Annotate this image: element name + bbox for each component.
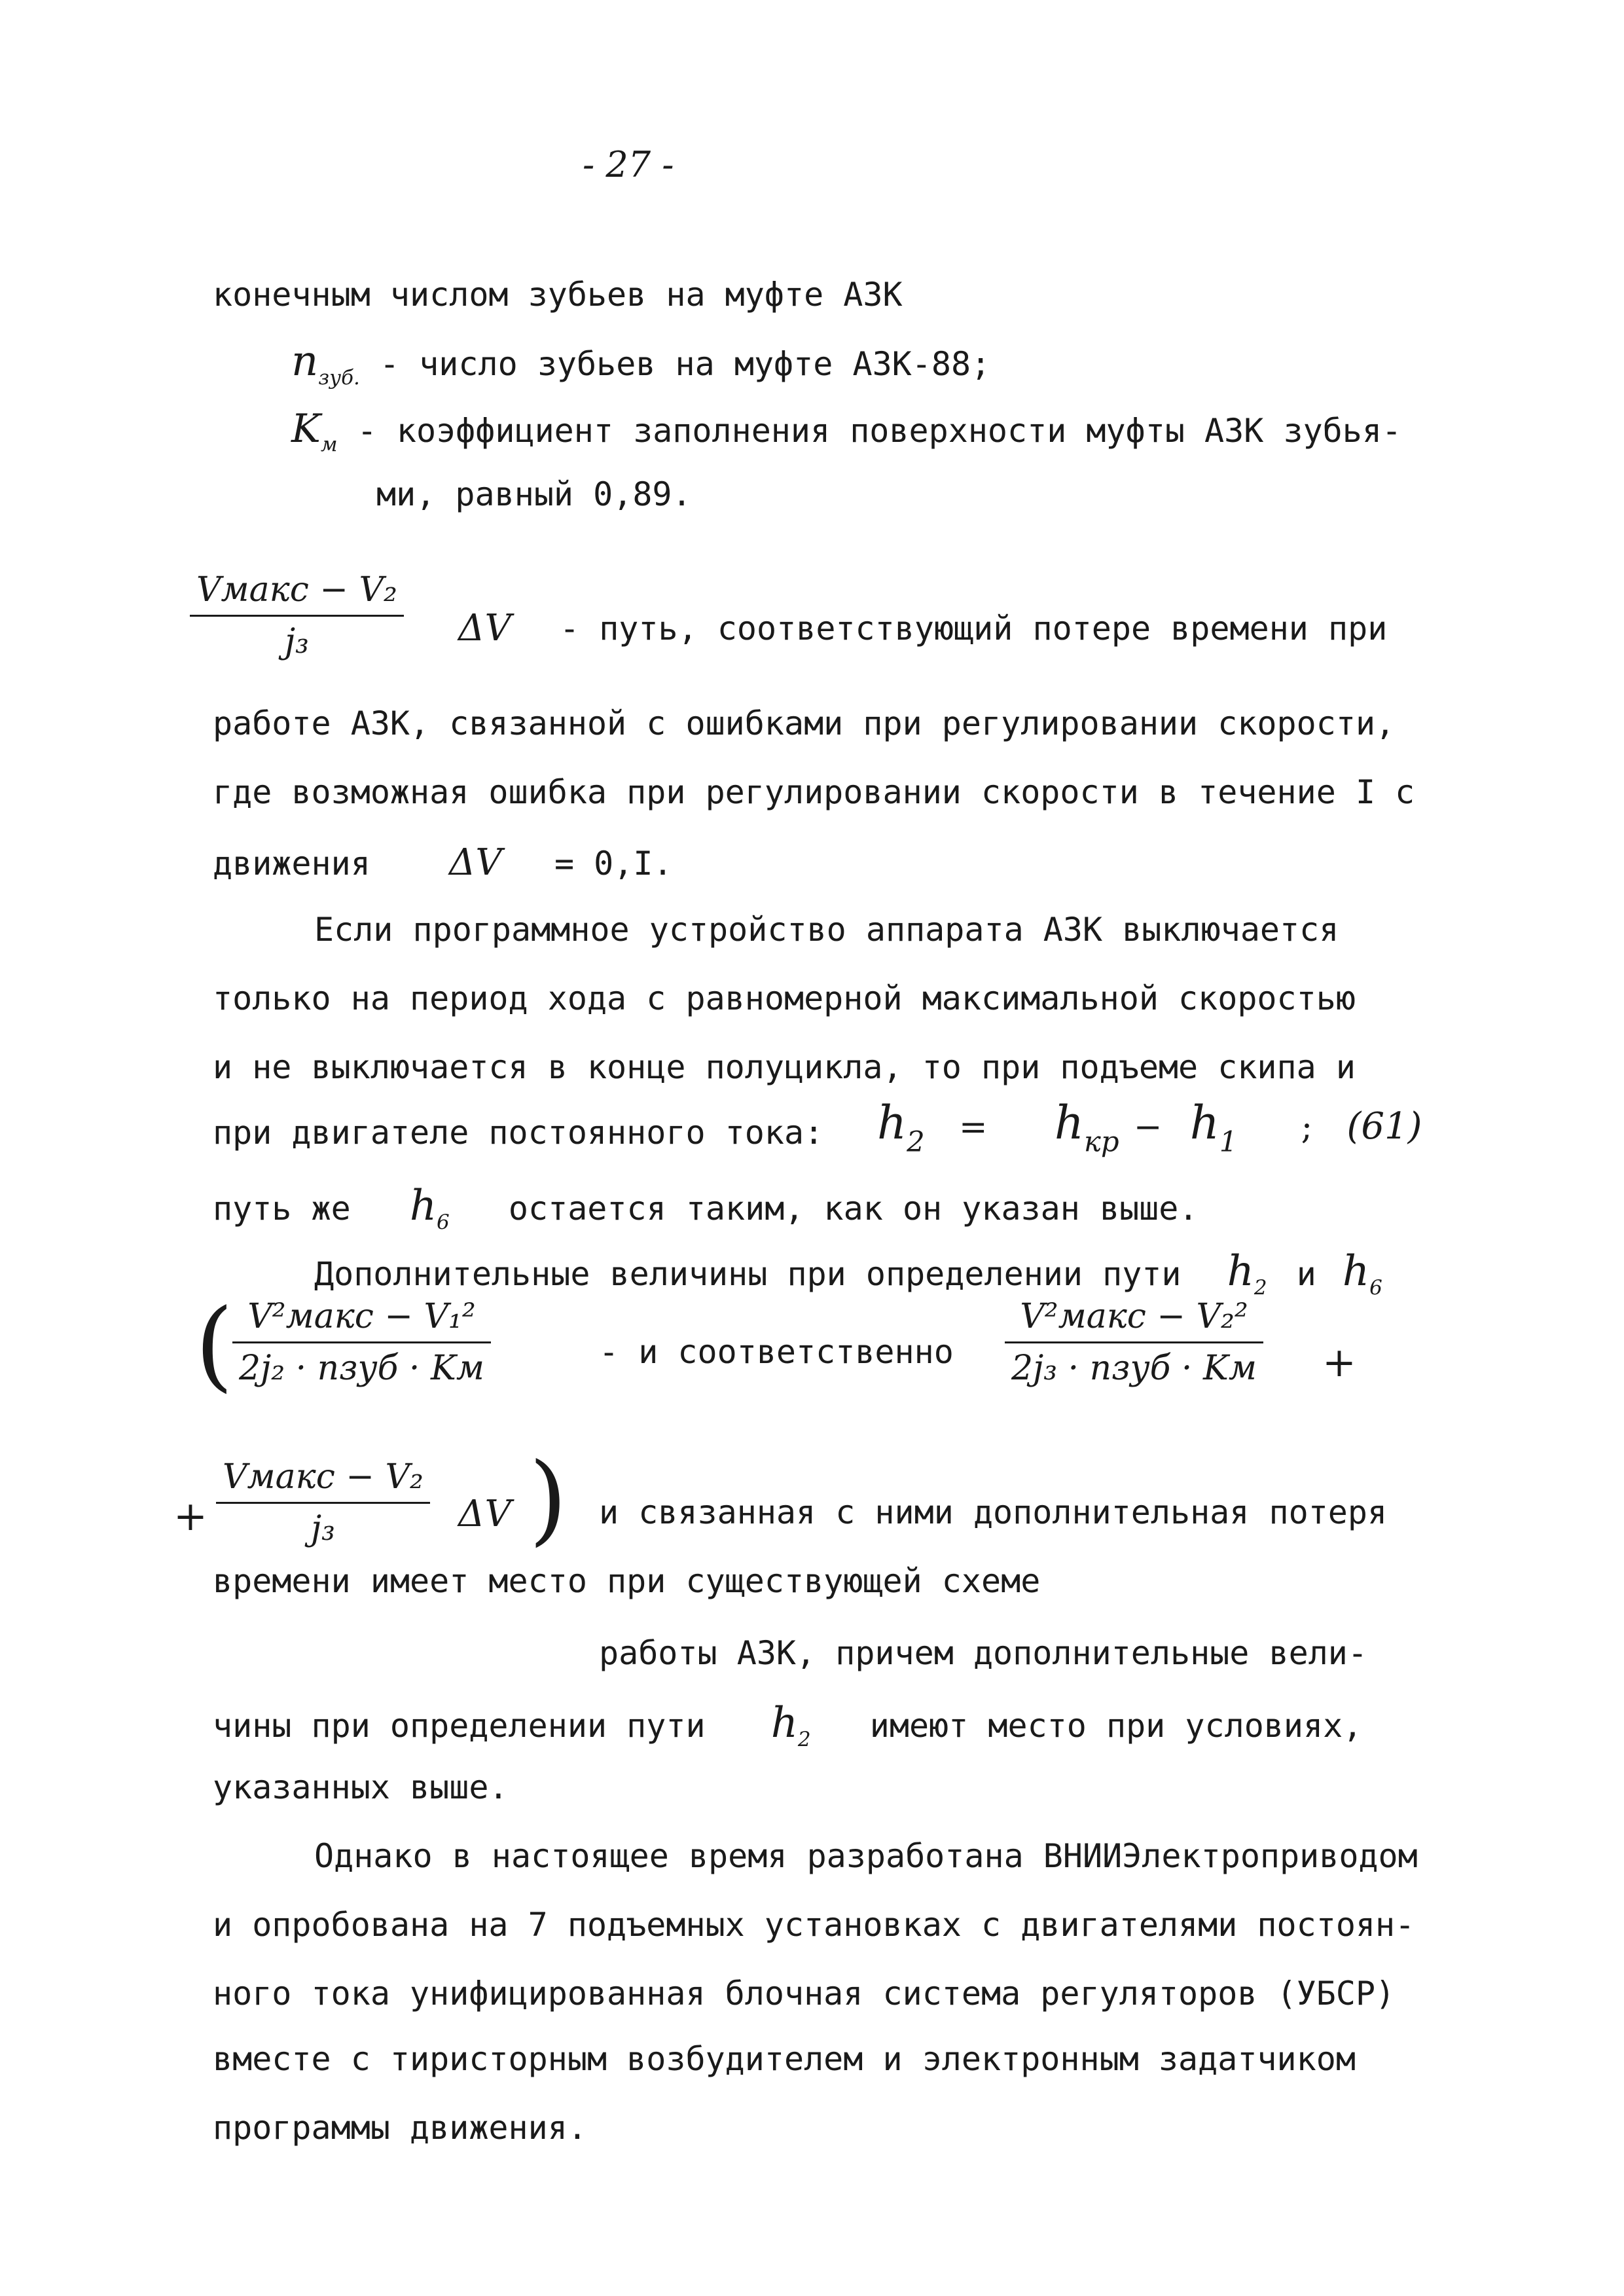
para2-line5 xyxy=(213,1182,1199,1234)
eq-h2-sub: 2 xyxy=(907,1125,925,1159)
para3-h6: h xyxy=(1342,1247,1370,1296)
def-k-m-continuation: ми, равный 0,89. xyxy=(376,475,692,513)
para4-line1: Однако в настоящее время разработана ВНИИЭлектроприводом xyxy=(314,1837,1418,1875)
def-k-m xyxy=(291,406,1402,456)
eq-number: (61) xyxy=(1346,1105,1422,1148)
para2-line3: и не выключается в конце полуцикла, то при подъеме скипа и xyxy=(213,1048,1356,1086)
para2-line5-text-a: путь же xyxy=(213,1190,351,1228)
fraction-1 xyxy=(232,1297,491,1388)
para2-line5-text-b: остается таким, как он указан выше. xyxy=(508,1190,1199,1228)
fraction-3-denominator: j₃ xyxy=(310,1509,335,1548)
eq-equals: = xyxy=(958,1108,988,1147)
para3-time-line: времени имеет место при существующей схеме xyxy=(213,1562,1041,1600)
fraction-3 xyxy=(216,1457,430,1548)
para3-work-line: работы АЗК, причем дополнительные вели- xyxy=(599,1634,1367,1672)
path-formula-text: - путь, соответствующий потере времени при xyxy=(560,610,1388,647)
page-number: - 27 - xyxy=(583,144,674,185)
eq-hkp-sub: кр xyxy=(1083,1125,1119,1159)
plus-sign-2: + xyxy=(173,1492,208,1540)
n-zub-symbol: n xyxy=(291,337,319,386)
para4-line2: и опробована на 7 подъемных установках с двигателями постоян- xyxy=(213,1906,1415,1944)
para3-after: и связанная с ними дополнительная потеря xyxy=(599,1493,1388,1531)
eq-h1: h xyxy=(1189,1096,1219,1150)
path-formula-numerator: Vмакс − V₂ xyxy=(196,570,397,610)
eq-minus: − xyxy=(1133,1108,1163,1147)
para1-line1: работе АЗК, связанной с ошибками при регулировании скорости, xyxy=(213,704,1396,742)
fraction-2 xyxy=(1005,1297,1263,1388)
equation-61 xyxy=(877,1096,1422,1159)
para1-line3-text: движения xyxy=(213,845,370,883)
para3-between: - и соответственно xyxy=(599,1333,954,1371)
para3-h2: h xyxy=(1227,1247,1254,1296)
para1-line3 xyxy=(213,841,673,884)
n-zub-text: - число зубьев на муфте АЗК-88; xyxy=(380,345,991,383)
para3-line1-text: Дополнительные величины при определении пути xyxy=(314,1255,1182,1293)
def-n-zub xyxy=(291,337,991,390)
para2-line1: Если программное устройство аппарата АЗК выключается xyxy=(314,911,1339,949)
k-m-text: - коэффициент заполнения поверхности муфты АЗК зубья- xyxy=(357,412,1402,450)
para3-conditions-h2: h xyxy=(770,1699,798,1747)
path-formula-fraction xyxy=(190,570,404,661)
fraction-1-numerator: V²макс − V₁² xyxy=(247,1297,476,1336)
k-m-symbol: K xyxy=(291,406,321,452)
path-formula-denominator: j₃ xyxy=(284,622,309,661)
para3-h6-sub: 6 xyxy=(1369,1275,1382,1300)
para2-line2: только на период хода с равномерной максимальной скоростью xyxy=(213,979,1356,1017)
h6-subscript: 6 xyxy=(437,1210,450,1234)
para4-line4: вместе с тиристорным возбудителем и электронным задатчиком xyxy=(213,2040,1356,2078)
k-m-subscript: м xyxy=(320,432,338,456)
h6-symbol: h xyxy=(409,1182,437,1230)
para3-conditions-h2-sub: 2 xyxy=(797,1727,811,1751)
para3-conditions-line xyxy=(213,1699,1363,1751)
eq-h2: h xyxy=(877,1096,907,1150)
left-paren: ( xyxy=(195,1288,234,1402)
eq-h1-sub: 1 xyxy=(1219,1125,1238,1159)
para3-h2-sub: 2 xyxy=(1254,1275,1267,1300)
fraction-3-delta-v: ΔV xyxy=(458,1493,511,1535)
para3-and: и xyxy=(1296,1255,1316,1293)
para4-line5: программы движения. xyxy=(213,2109,587,2147)
plus-sign-1: + xyxy=(1322,1338,1356,1386)
para3-line1 xyxy=(314,1247,1382,1300)
fraction-3-numerator: Vмакс − V₂ xyxy=(223,1457,424,1497)
path-formula-delta-v: ΔV xyxy=(458,607,511,649)
fraction-1-denominator: 2j₂ · nзуб · Kм xyxy=(239,1349,484,1388)
para4-line3: ного тока унифицированная блочная система регуляторов (УБСР) xyxy=(213,1975,1396,2013)
intro-line: конечным числом зубьев на муфте АЗК xyxy=(213,276,903,314)
para3-conditions-text-a: чины при определении пути xyxy=(213,1707,706,1745)
eq-hkp: h xyxy=(1054,1096,1084,1150)
delta-v-value: = 0,I. xyxy=(554,845,673,883)
fraction-2-denominator: 2j₃ · nзуб · Kм xyxy=(1011,1349,1257,1388)
para3-conditions-text-b: имеют место при условиях, xyxy=(869,1707,1363,1745)
para3-last-line: указанных выше. xyxy=(213,1768,509,1806)
para1-line2: где возможная ошибка при регулировании скорости в течение I с xyxy=(213,773,1415,811)
right-paren: ) xyxy=(529,1442,568,1556)
fraction-2-numerator: V²макс − V₂² xyxy=(1020,1297,1248,1336)
delta-v-symbol: ΔV xyxy=(448,841,502,884)
n-zub-subscript: зуб. xyxy=(318,365,360,390)
para2-line4: при двигателе постоянного тока: xyxy=(213,1114,824,1152)
eq-semicolon: ; xyxy=(1301,1108,1313,1147)
